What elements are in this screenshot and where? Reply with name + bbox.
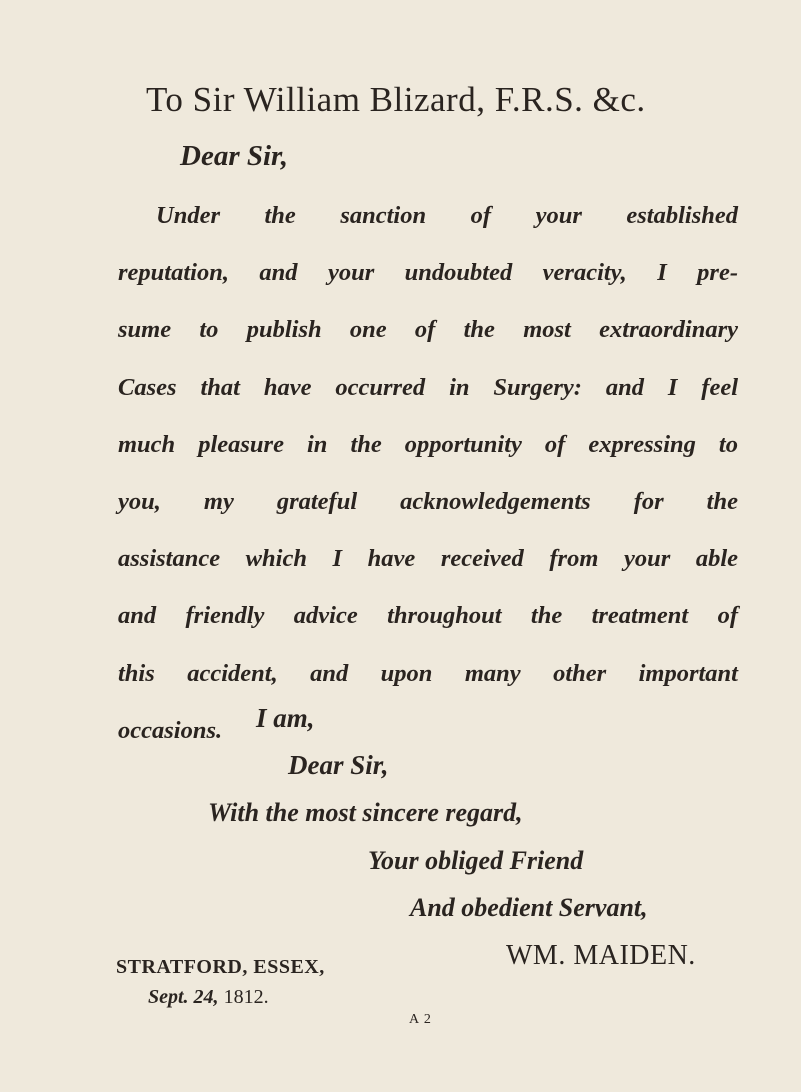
- printer-signature-mark: A 2: [409, 1012, 432, 1027]
- closing-line: Your obliged Friend: [368, 846, 584, 875]
- date-line: [148, 986, 269, 1009]
- signature: WM. MAIDEN.: [506, 940, 696, 971]
- body-line: and friendly advice throughout the treatment of: [118, 602, 738, 630]
- body-line: sume to publish one of the most extraordinary: [118, 316, 738, 344]
- date-year: 1812.: [223, 986, 269, 1008]
- body-line: much pleasure in the opportunity of expressing to: [118, 430, 738, 458]
- body-line: this accident, and upon many other important: [118, 659, 738, 687]
- salutation: Dear Sir,: [180, 140, 288, 172]
- body-line: reputation, and your undoubted veracity, I pre-: [118, 259, 738, 287]
- date-month-day: Sept. 24,: [148, 986, 219, 1008]
- place-line: STRATFORD, ESSEX,: [116, 956, 325, 978]
- closing-line: With the most sincere regard,: [208, 798, 523, 827]
- closing-line: I am,: [256, 703, 315, 733]
- body-line: you, my grateful acknowledgements for the: [118, 487, 738, 515]
- body-line: assistance which I have received from your able: [118, 545, 738, 573]
- body-line: Cases that have occurred in Surgery: and I feel: [118, 373, 738, 401]
- closing-line: Dear Sir,: [288, 750, 389, 780]
- closing-line: And obedient Servant,: [410, 893, 648, 922]
- body-line: Under the sanction of your established: [156, 202, 738, 229]
- dedication-heading: To Sir William Blizard, F.R.S. &c.: [146, 80, 646, 119]
- letter-body: [118, 187, 738, 759]
- body-line: occasions.: [118, 716, 223, 744]
